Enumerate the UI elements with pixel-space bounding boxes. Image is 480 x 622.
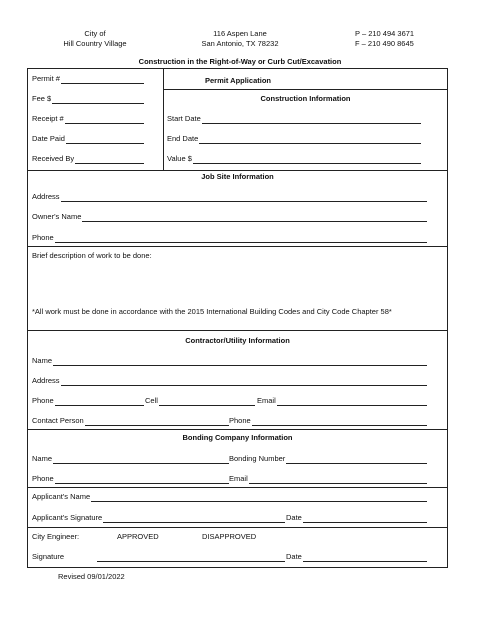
engineer-signature-label: Signature	[32, 552, 65, 561]
value-field[interactable]	[167, 153, 421, 164]
city-address	[180, 29, 300, 49]
contractor-address-field[interactable]	[32, 375, 427, 386]
description-top-border	[27, 246, 448, 247]
permit-application-heading: Permit Application	[205, 76, 271, 85]
fee-label: Fee $	[32, 94, 52, 103]
phone-number: P – 210 494 3671	[355, 29, 415, 38]
contact-phone-label: Phone	[229, 416, 251, 425]
bonding-number-label: Bonding Number	[229, 454, 286, 463]
city-engineer-label: City Engineer:	[32, 532, 80, 541]
receipt-field[interactable]	[32, 113, 144, 124]
applicant-signature-line[interactable]	[103, 514, 285, 523]
contact-person-line[interactable]	[85, 417, 229, 426]
contractor-address-label: Address	[32, 376, 60, 385]
job-address-line[interactable]	[61, 193, 427, 202]
bonding-phone-field[interactable]	[32, 473, 229, 484]
receipt-label: Receipt #	[32, 114, 64, 123]
job-site-top-border	[27, 170, 448, 171]
bonding-name-label: Name	[32, 454, 53, 463]
date-paid-field[interactable]	[32, 133, 144, 144]
job-address-label: Address	[32, 192, 60, 201]
applicant-date-field[interactable]	[286, 512, 427, 523]
permit-number-line[interactable]	[61, 75, 144, 84]
start-date-field[interactable]	[167, 113, 421, 124]
engineer-signature-line[interactable]	[97, 553, 285, 562]
contractor-cell-line[interactable]	[159, 397, 255, 406]
bonding-phone-label: Phone	[32, 474, 54, 483]
engineer-signature-field[interactable]	[32, 551, 285, 562]
address-line2: San Antonio, TX 78232	[201, 39, 279, 48]
bonding-top-border	[27, 429, 448, 430]
start-date-label: Start Date	[167, 114, 201, 123]
contractor-cell-label: Cell	[145, 396, 158, 405]
bonding-number-line[interactable]	[286, 455, 427, 464]
construction-info-top-border	[163, 89, 448, 90]
job-phone-label: Phone	[32, 233, 54, 242]
contractor-name-label: Name	[32, 356, 53, 365]
job-phone-line[interactable]	[55, 234, 427, 243]
city-name-line1: City of	[84, 29, 106, 38]
contractor-cell-field[interactable]	[145, 395, 255, 406]
end-date-label: End Date	[167, 134, 199, 143]
approved-option[interactable]: APPROVED	[117, 532, 159, 541]
received-by-line[interactable]	[75, 155, 144, 164]
job-address-field[interactable]	[32, 191, 427, 202]
permit-number-label: Permit #	[32, 74, 60, 83]
bonding-number-field[interactable]	[229, 453, 427, 464]
contractor-name-field[interactable]	[32, 355, 427, 366]
bonding-email-label: Email	[229, 474, 248, 483]
permit-number-field[interactable]	[32, 73, 144, 84]
start-date-line[interactable]	[202, 115, 421, 124]
value-label: Value $	[167, 154, 192, 163]
date-paid-label: Date Paid	[32, 134, 65, 143]
job-phone-field[interactable]	[32, 232, 427, 243]
job-site-heading: Job Site Information	[201, 172, 274, 181]
received-by-label: Received By	[32, 154, 75, 163]
form-title: Construction in the Right-of-Way or Curb Cut/Excavation	[138, 57, 342, 66]
contact-person-label: Contact Person	[32, 416, 84, 425]
applicant-name-label: Applicant's Name	[32, 492, 91, 501]
city-name-line2: Hill Country Village	[63, 39, 127, 48]
contact-person-field[interactable]	[32, 415, 229, 426]
applicant-name-line[interactable]	[91, 493, 427, 502]
applicant-signature-label: Applicant's Signature	[32, 513, 103, 522]
received-by-field[interactable]	[32, 153, 144, 164]
owner-name-field[interactable]	[32, 211, 427, 222]
contractor-name-line[interactable]	[53, 357, 427, 366]
fax-number: F – 210 490 8645	[355, 39, 414, 48]
engineer-date-line[interactable]	[303, 553, 427, 562]
bonding-phone-line[interactable]	[55, 475, 229, 484]
contractor-email-field[interactable]	[257, 395, 427, 406]
revised-date: Revised 09/01/2022	[58, 572, 125, 581]
receipt-line[interactable]	[65, 115, 144, 124]
applicant-signature-field[interactable]	[32, 512, 285, 523]
applicant-name-field[interactable]	[32, 491, 427, 502]
description-label: Brief description of work to be done:	[32, 251, 152, 260]
contractor-address-line[interactable]	[61, 377, 427, 386]
contact-phone-line[interactable]	[252, 417, 427, 426]
bonding-email-line[interactable]	[249, 475, 427, 484]
city-engineer-top-border	[27, 527, 448, 528]
city-name	[40, 29, 150, 49]
contractor-email-label: Email	[257, 396, 276, 405]
date-paid-line[interactable]	[66, 135, 144, 144]
address-line1: 116 Aspen Lane	[213, 29, 267, 38]
applicant-top-border	[27, 487, 448, 488]
contractor-heading: Contractor/Utility Information	[185, 336, 290, 345]
end-date-line[interactable]	[199, 135, 421, 144]
contractor-email-line[interactable]	[277, 397, 427, 406]
bonding-name-line[interactable]	[53, 455, 229, 464]
code-compliance-note: *All work must be done in accordance with the 2015 International Building Codes and City Code Chapter 58*	[32, 307, 392, 316]
owner-name-label: Owner's Name	[32, 212, 82, 221]
engineer-date-label: Date	[286, 552, 302, 561]
bonding-email-field[interactable]	[229, 473, 427, 484]
contractor-phone-label: Phone	[32, 396, 54, 405]
value-line[interactable]	[193, 155, 421, 164]
fee-field[interactable]	[32, 93, 144, 104]
bonding-heading: Bonding Company Information	[182, 433, 293, 442]
city-contact	[355, 29, 435, 49]
construction-info-heading: Construction Information	[260, 94, 351, 103]
bonding-name-field[interactable]	[32, 453, 229, 464]
applicant-date-line[interactable]	[303, 514, 427, 523]
contractor-top-border	[27, 330, 448, 331]
contractor-phone-line[interactable]	[55, 397, 144, 406]
contractor-phone-field[interactable]	[32, 395, 144, 406]
applicant-date-label: Date	[286, 513, 302, 522]
contact-phone-field[interactable]	[229, 415, 427, 426]
fee-line[interactable]	[52, 95, 144, 104]
owner-name-line[interactable]	[82, 213, 427, 222]
disapproved-option[interactable]: DISAPPROVED	[202, 532, 257, 541]
end-date-field[interactable]	[167, 133, 421, 144]
engineer-date-field[interactable]	[286, 551, 427, 562]
